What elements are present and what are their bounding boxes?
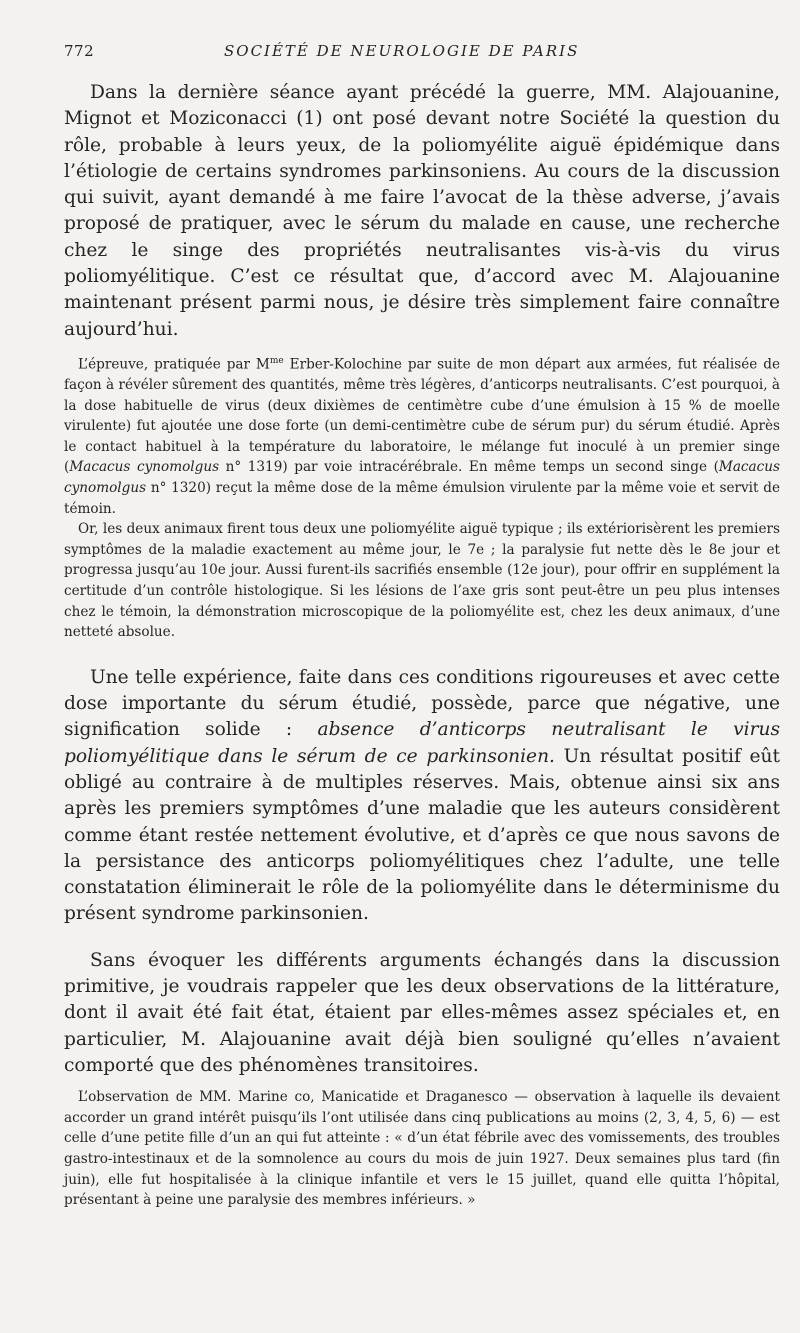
paragraph-3: Or, les deux animaux firent tous deux une poliomyélite aiguë typique ; ils extériorisèrent les premiers symptômes de la maladie exactement au même jour, le 7e ; la paralysie fut nette dès le 8e jour et progressa jusqu’au 10e jour. Aussi furent-ils sacrifiés ensemble (12e jour), pour offrir en supplément la certitude d’un contrôle histologique. Si les lésions de l’axe gris sont peut-être un peu plus intenses chez le témoin, la démonstration microscopique de la poliomyélite est, chez les deux animaux, d’une netteté absolue. [64,521,780,641]
paragraph-5: Sans évoquer les différents arguments échangés dans la discussion primitive, je voudrais rappeler que les deux observations de la littérature, dont il avait été fait état, étaient par elles-mêmes assez spéciales et, en particulier, M. Alajouanine avait déjà bien souligné qu’elles n’avaient comporté que des phénomènes transitoires. [64,949,780,1076]
paragraph-2: L’épreuve, pratiquée par $M^{me}$ Erber-Kolochine par suite de mon départ aux armées, fut réalisée de façon à révéler sûrement des quantités, même très légères, d’anticorps neutralisants. C’est pourquoi, à la dose habituelle de virus (deux dixièmes de centimètre cube d’une émulsion à 15 % de moelle virulente) fut ajoutée une dose forte (un demi-centimètre cube de sérum pur) du sérum étudié. Après le contact habituel à la température du laboratoire, le mélange fut inoculé à un premier singe (Macacus cynomolgus n° 1319) par voie intracérébrale. En même temps un second singe (Macacus cynomolgus n° 1320) reçut la même dose de la même émulsion virulente par la même voie et servit de témoin. [64,355,780,517]
paragraph-4: Une telle expérience, faite dans ces conditions rigoureuses et avec cette dose importante du sérum étudié, possède, parce que négative, une signification solide : absence d’anticorps neutralisant le virus poliomyélitique dans le sérum de ce parkinsonien. Un résultat positif eût obligé au contraire à de multiples réserves. Mais, obtenue ainsi six ans après les premiers symptômes d’une maladie que les auteurs considèrent comme étant restée nettement évolutive, et d’après ce que nous savons de la persistance des anticorps poliomyélitiques chez l’adulte, une telle constatation éliminerait le rôle de la poliomyélite dans le déterminisme du présent syndrome parkinsonien. [64,666,780,925]
paragraph-1: Dans la dernière séance ayant précédé la guerre, MM. Alajouanine, Mignot et Moziconacci (1) ont posé devant notre Société la question du rôle, probable à leurs yeux, de la poliomyélite aiguë épidémique dans l’étiologie de certains syndromes parkinsoniens. Au cours de la discussion qui suivit, ayant demandé à me faire l’avocat de la thèse adverse, j’avais proposé de pratiquer, avec le sérum du malade en cause, une recherche chez le singe des propriétés neutralisantes vis-à-vis du virus poliomyélitique. C’est ce résultat que, d’accord avec M. Alajouanine maintenant présent parmi nous, je désire très simplement faire connaître aujourd’hui. [64,82,780,340]
page-number: 772 [64,42,95,60]
paragraph-6: L’observation de MM. Marine co, Manicatide et Draganesco — observation à laquelle ils devaient accorder un grand intérêt puisqu’ils l’ont utilisée dans cinq publications au moins (2, 3, 4, 5, 6) — est celle d’une petite fille d’un an qui fut atteinte : « d’un état fébrile avec des vomissements, des troubles gastro-intestinaux et de la somnolence au cours du mois de juin 1927. Deux semaines plus tard (fin juin), elle fut hospitalisée à la clinique infantile et vers le 15 juillet, quand elle quitta l’hôpital, présentant à peine une paralysie des membres inférieurs. » [64,1089,780,1209]
page-header [64,42,780,80]
running-title: SOCIÉTÉ DE NEUROLOGIE DE PARIS [224,42,580,60]
